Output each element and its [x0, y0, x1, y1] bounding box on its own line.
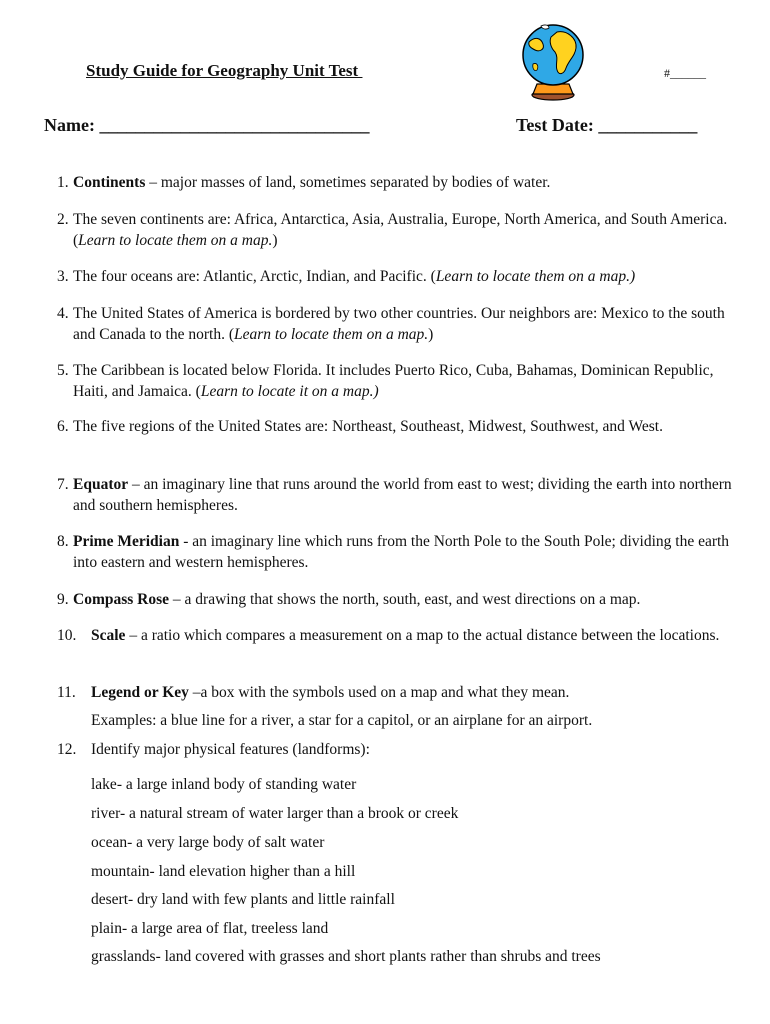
item-number: 4. — [57, 305, 69, 322]
landform-item: grasslands- land covered with grasses and short plants rather than shrubs and trees — [91, 948, 601, 965]
list-item — [57, 303, 737, 343]
globe-icon — [519, 22, 589, 102]
item-number: 7. — [57, 476, 69, 493]
list-item — [57, 739, 737, 760]
definition: - an imaginary line which runs from the North Pole to the South Pole; dividing the earth into eastern and western hemispheres. — [73, 533, 730, 571]
list-item — [57, 625, 737, 646]
name-field: Name: ______________________________ — [44, 115, 370, 135]
list-item — [57, 416, 737, 437]
map-note: Learn to locate them on a map. — [233, 326, 429, 343]
item-number: 9. — [57, 591, 69, 608]
definition: –a box with the symbols used on a map and what they mean. — [188, 684, 570, 701]
landform-item: mountain- land elevation higher than a hill — [91, 863, 356, 880]
note-close: ) — [272, 232, 278, 249]
landform-item: river- a natural stream of water larger than a brook or creek — [91, 805, 459, 822]
item-text: The seven continents are: Africa, Antarctica, Asia, Australia, Europe, North America, and South America. ( — [73, 211, 728, 249]
item-text: The Caribbean is located below Florida. It includes Puerto Rico, Cuba, Bahamas, Dominican Republic, Haiti, and Jamaica. ( — [73, 362, 714, 400]
term: Scale — [91, 627, 126, 644]
item-number: 3. — [57, 268, 69, 285]
item-number: 1. — [57, 174, 69, 191]
list-item — [57, 360, 737, 400]
map-note: Learn to locate them on a map. — [78, 232, 273, 249]
item-number: 12. — [57, 741, 77, 758]
landform-item: lake- a large inland body of standing water — [91, 776, 357, 793]
definition: – a drawing that shows the north, south, east, and west directions on a map. — [169, 591, 641, 608]
note-close: ) — [428, 326, 434, 343]
list-item — [57, 589, 737, 610]
map-note: Learn to locate them on a map.) — [435, 268, 636, 285]
item-text: The four oceans are: Atlantic, Arctic, Indian, and Pacific. ( — [73, 268, 436, 285]
item-number: 6. — [57, 418, 69, 435]
list-item — [57, 209, 737, 249]
landform-item: ocean- a very large body of salt water — [91, 834, 325, 851]
page-title: Study Guide for Geography Unit Test — [86, 61, 363, 80]
map-note: Learn to locate it on a map.) — [200, 383, 379, 400]
item-text: Identify major physical features (landforms): — [91, 741, 370, 758]
list-item — [57, 531, 737, 571]
list-item — [57, 474, 737, 514]
landform-item: desert- dry land with few plants and little rainfall — [91, 891, 395, 908]
landform-item: plain- a large area of flat, treeless land — [91, 920, 329, 937]
examples-line: Examples: a blue line for a river, a star for a capitol, or an airplane for an airport. — [91, 712, 593, 729]
definition: – major masses of land, sometimes separated by bodies of water. — [145, 174, 551, 191]
test-date-field: Test Date: ___________ — [516, 115, 698, 135]
term: Compass Rose — [73, 591, 170, 608]
test-number-field: #______ — [664, 66, 706, 80]
item-number: 2. — [57, 211, 69, 228]
list-item — [57, 266, 737, 287]
definition: – an imaginary line that runs around the world from east to west; dividing the earth into northern and southern hemispheres. — [73, 476, 732, 514]
item-number: 5. — [57, 362, 69, 379]
list-item — [57, 682, 737, 703]
item-number: 8. — [57, 533, 69, 550]
item-number: 11. — [57, 684, 76, 701]
item-text: The United States of America is bordered by two other countries. Our neighbors are: Mexico to the south and Canada to the north. ( — [73, 305, 725, 343]
definition: – a ratio which compares a measurement on a map to the actual distance between the locations. — [125, 627, 720, 644]
term: Equator — [73, 476, 129, 493]
item-text: The five regions of the United States are: Northeast, Southeast, Midwest, Southwest, and West. — [73, 418, 663, 435]
term: Legend or Key — [91, 684, 189, 701]
item-number: 10. — [57, 627, 77, 644]
term: Continents — [73, 174, 146, 191]
list-item — [57, 172, 737, 193]
term: Prime Meridian — [73, 533, 180, 550]
